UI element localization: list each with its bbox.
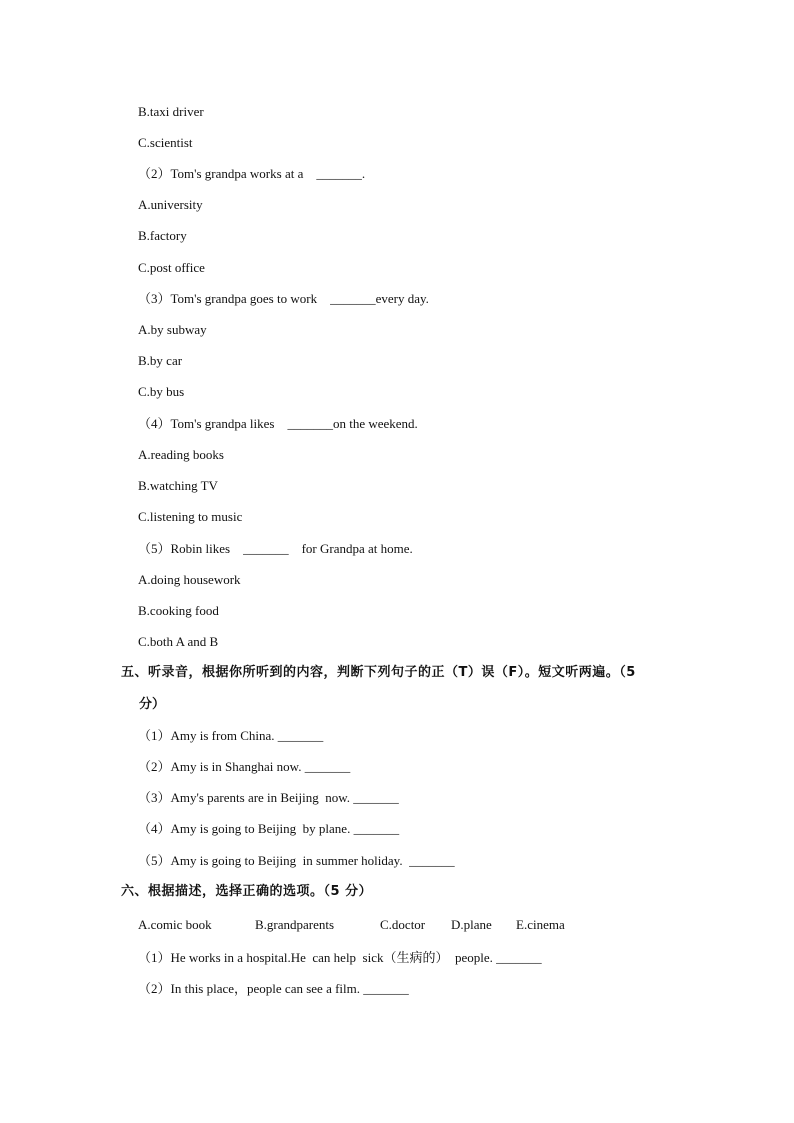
- section5-item-5: （5）Amy is going to Beijing in summer holiday. _______: [138, 853, 455, 868]
- section5-heading: 五、听录音，根据你所听到的内容，判断下列句子的正（T）误（F）。短文听两遍。（5: [121, 665, 636, 680]
- q4-option-c: C.listening to music: [138, 509, 243, 524]
- q3-option-a: A.by subway: [138, 322, 207, 337]
- q2-option-c: C.post office: [138, 260, 205, 275]
- section5-heading-cont: 分）: [139, 697, 166, 712]
- section5-item-1: （1）Amy is from China. _______: [138, 728, 324, 743]
- section6-item-2: （2）In this place，people can see a film. _______: [138, 981, 409, 996]
- q2-option-a: A.university: [138, 197, 203, 212]
- q1-option-c: C.scientist: [138, 135, 193, 150]
- q5-stem: （5）Robin likes _______ for Grandpa at home.: [138, 541, 413, 556]
- section5-item-2: （2）Amy is in Shanghai now. _______: [138, 759, 351, 774]
- q3-stem: （3）Tom's grandpa goes to work _______every day.: [138, 291, 429, 306]
- q5-option-b: B.cooking food: [138, 603, 219, 618]
- q3-option-c: C.by bus: [138, 384, 185, 399]
- q3-option-b: B.by car: [138, 353, 183, 368]
- q2-stem: （2）Tom's grandpa works at a _______.: [138, 166, 366, 181]
- q5-option-c: C.both A and B: [138, 634, 219, 649]
- section6-choices: [138, 916, 565, 934]
- choice-a: A.comic book: [138, 917, 212, 932]
- section5-item-3: （3）Amy's parents are in Beijing now. _______: [138, 790, 399, 805]
- choice-b: B.grandparents: [255, 917, 335, 932]
- choice-c: C.doctor: [380, 917, 426, 932]
- q2-option-b: B.factory: [138, 228, 187, 243]
- section5-item-4: （4）Amy is going to Beijing by plane. _______: [138, 821, 400, 836]
- q4-option-b: B.watching TV: [138, 478, 218, 493]
- q1-option-b: B.taxi driver: [138, 104, 204, 119]
- section6-item-1: （1）He works in a hospital.He can help sick（生病的） people. _______: [138, 950, 542, 965]
- choice-e: E.cinema: [516, 917, 565, 932]
- q4-stem: （4）Tom's grandpa likes _______on the weekend.: [138, 416, 418, 431]
- section6-heading: 六、根据描述，选择正确的选项。（5 分）: [121, 884, 373, 899]
- q4-option-a: A.reading books: [138, 447, 224, 462]
- q5-option-a: A.doing housework: [138, 572, 241, 587]
- choice-d: D.plane: [451, 917, 492, 932]
